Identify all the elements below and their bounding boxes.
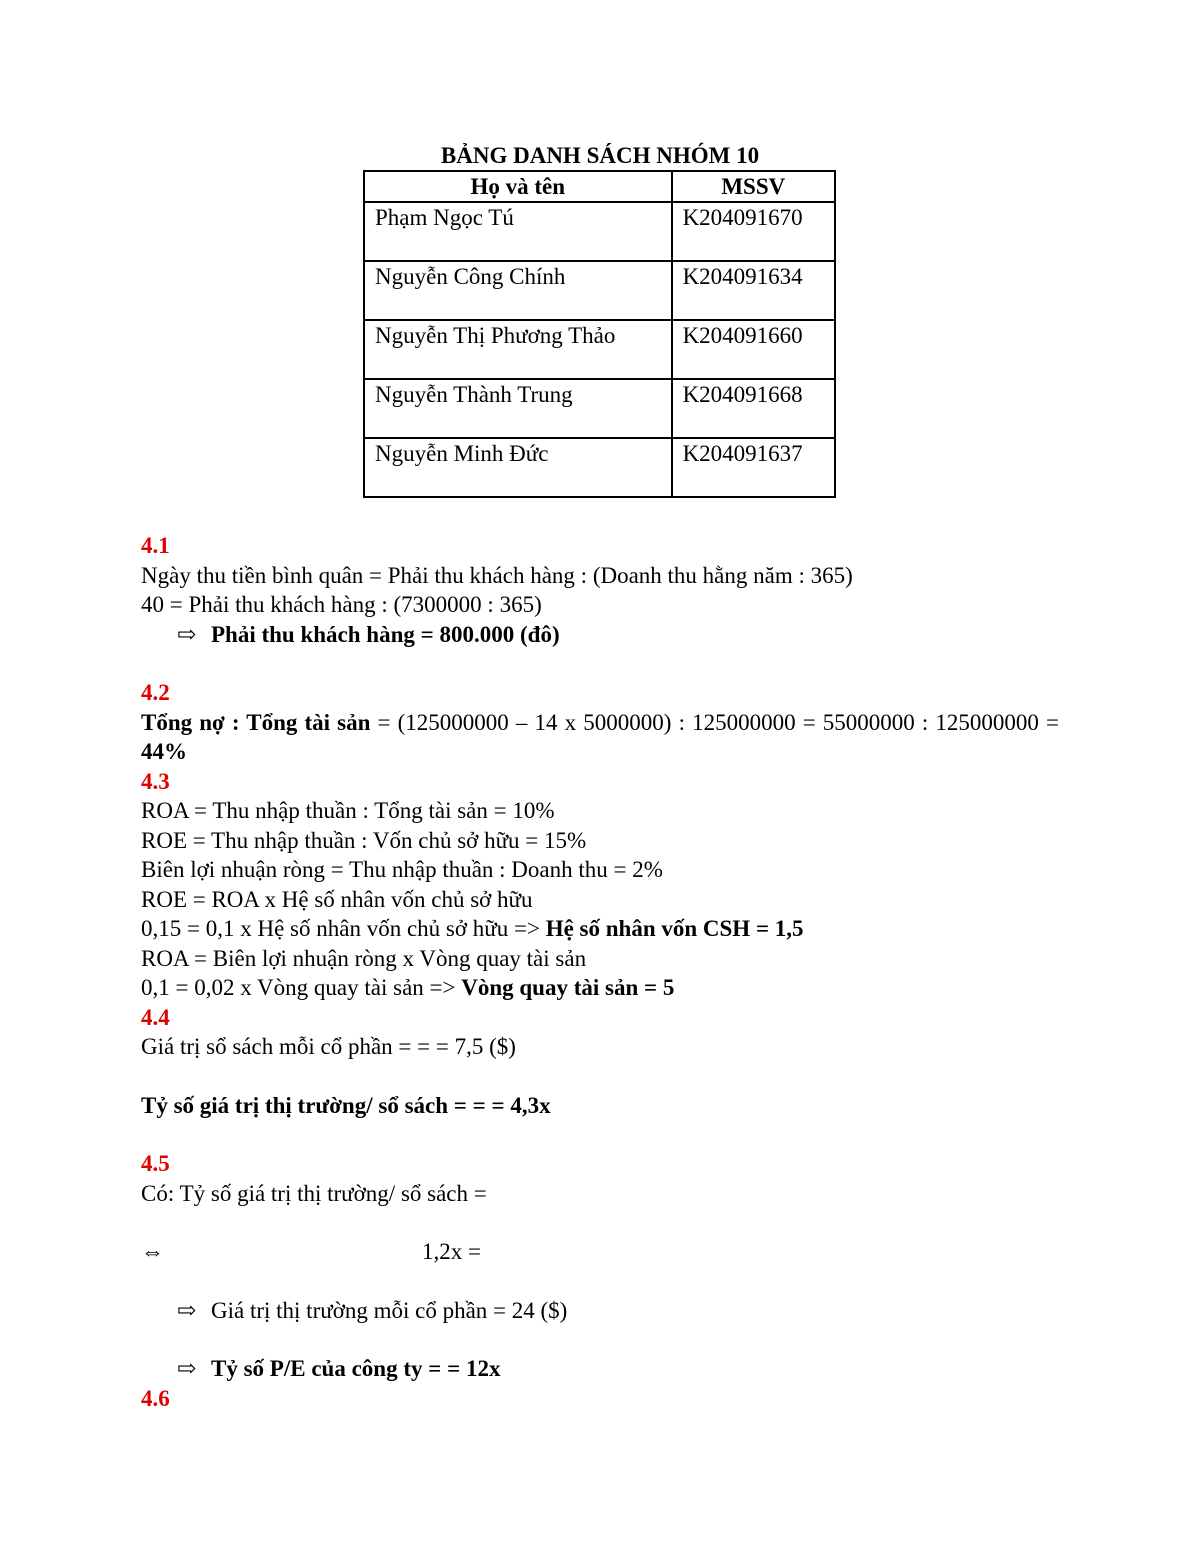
member-name: Phạm Ngọc Tú [364, 202, 672, 261]
table-header-row [364, 171, 835, 202]
arrow-right-icon: ⇨ [177, 621, 197, 647]
page-title: BẢNG DANH SÁCH NHÓM 10 [440, 143, 760, 168]
s43-line-3: Biên lợi nhuận ròng = Thu nhập thuần : Doanh thu = 2% [141, 857, 663, 882]
s44-line-1: Giá trị sổ sách mỗi cổ phần = = = 7,5 ($) [141, 1034, 516, 1059]
s45-line-2 [141, 1237, 1059, 1267]
member-id: K204091668 [672, 379, 835, 438]
spacer [141, 1208, 1059, 1237]
member-id: K204091634 [672, 261, 835, 320]
spacer [141, 1120, 1059, 1149]
member-id: K204091670 [672, 202, 835, 261]
s45-line-1: Có: Tỷ số giá trị thị trường/ sổ sách = [141, 1180, 487, 1206]
s43-line-5-text: 0,15 = 0,1 x Hệ số nhân vốn chủ sở hữu => [141, 916, 546, 941]
member-id: K204091660 [672, 320, 835, 379]
section-heading-4-1: 4.1 [141, 533, 170, 558]
table-row [364, 379, 835, 438]
s45-line-2-text: 1,2x = [422, 1239, 481, 1264]
table-row [364, 261, 835, 320]
s41-result: Phải thu khách hàng = 800.000 (đô) [211, 621, 560, 647]
document-body [141, 531, 1059, 1413]
s43-line-5-result: Hệ số nhân vốn CSH = 1,5 [545, 916, 804, 941]
section-heading-4-2: 4.2 [141, 680, 170, 705]
table-row [364, 438, 835, 497]
s43-line-5 [141, 914, 1059, 944]
member-name: Nguyễn Thị Phương Thảo [364, 320, 672, 379]
section-heading-4-4: 4.4 [141, 1004, 170, 1030]
member-name: Nguyễn Thành Trung [364, 379, 672, 438]
member-id: K204091637 [672, 438, 835, 497]
member-name: Nguyễn Minh Đức [364, 438, 672, 497]
member-table [363, 170, 836, 498]
s42-result: 44% [141, 739, 187, 764]
arrow-right-icon: ⇨ [177, 1297, 197, 1323]
spacer [141, 1325, 1059, 1354]
s42-bold-part: Tổng nợ : Tổng tài sản [141, 709, 371, 735]
s41-line-1: Ngày thu tiền bình quân = Phải thu khách hàng : (Doanh thu hằng năm : 365) [141, 562, 853, 588]
s44-line-2: Tỷ số giá trị thị trường/ sổ sách = = = 4,3x [141, 1092, 551, 1118]
s43-line-7-text: 0,1 = 0,02 x Vòng quay tài sản => [141, 975, 462, 1000]
s42-text-part: = (125000000 – 14 x 5000000) : 125000000 = 55000000 : 125000000 = [370, 709, 1060, 735]
s43-line-7-result: Vòng quay tài sản = 5 [461, 975, 675, 1000]
s45-line-4-text: Tỷ số P/E của công ty = = 12x [211, 1356, 501, 1381]
equivalence-icon: ⇔ [141, 1239, 164, 1264]
table-row [364, 320, 835, 379]
header-name: Họ và tên [364, 171, 672, 202]
section-heading-4-5: 4.5 [141, 1151, 170, 1176]
s45-line-4 [141, 1354, 1059, 1384]
spacer [141, 649, 1059, 678]
s41-result-line [141, 620, 1059, 650]
s41-line-2: 40 = Phải thu khách hàng : (7300000 : 365) [141, 592, 542, 617]
s42-paragraph [141, 708, 1059, 767]
section-heading-4-3: 4.3 [141, 768, 170, 794]
section-heading-4-6: 4.6 [141, 1385, 170, 1411]
arrow-right-icon: ⇨ [177, 1356, 197, 1381]
header-id: MSSV [672, 171, 835, 202]
table-row [364, 202, 835, 261]
spacer [141, 1062, 1059, 1091]
s45-line-3-text: Giá trị thị trường mỗi cổ phần = 24 ($) [211, 1297, 568, 1323]
member-name: Nguyễn Công Chính [364, 261, 672, 320]
s43-line-1: ROA = Thu nhập thuần : Tổng tài sản = 10% [141, 798, 555, 823]
spacer [141, 1267, 1059, 1296]
s43-line-7 [141, 973, 1059, 1003]
s43-line-2: ROE = Thu nhập thuần : Vốn chủ sở hữu = 15% [141, 827, 587, 853]
s43-line-6: ROA = Biên lợi nhuận ròng x Vòng quay tài sản [141, 945, 587, 971]
s45-line-3 [141, 1296, 1059, 1326]
s43-line-4: ROE = ROA x Hệ số nhân vốn chủ sở hữu [141, 886, 533, 912]
